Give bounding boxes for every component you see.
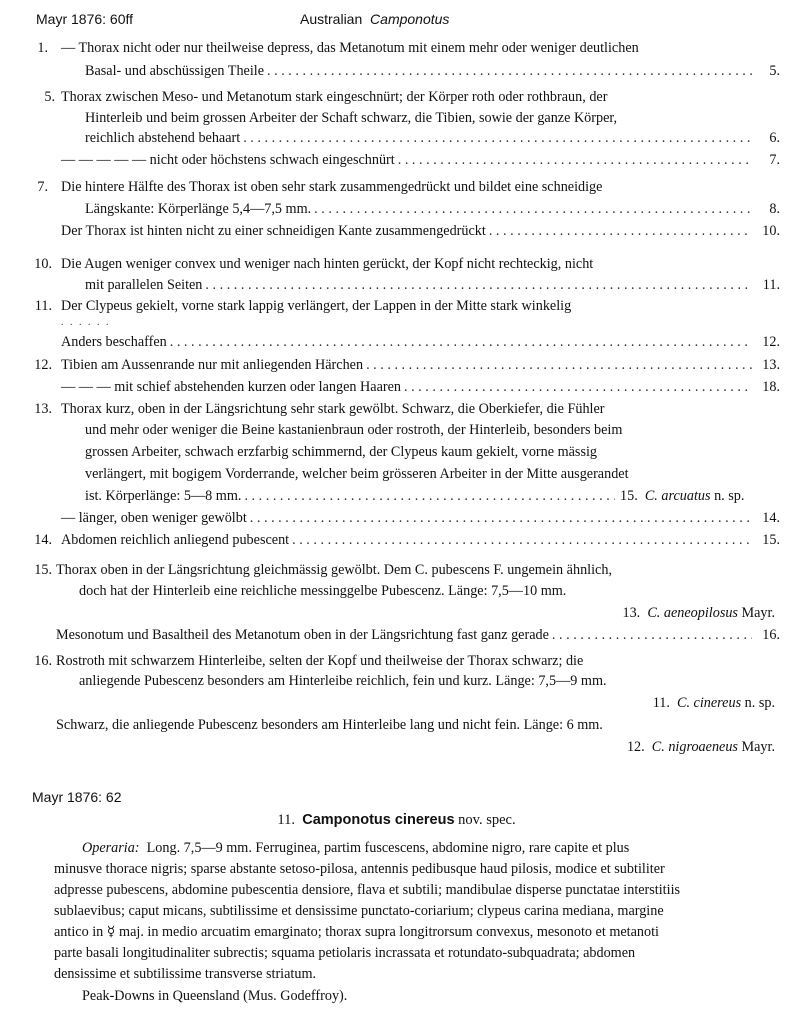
couplet-lead [85,276,752,294]
couplet-text: doch hat der Hinterleib eine reichliche messinggelbe Pubescenz. Länge: 7,5—10 mm. [79,583,567,599]
page-title [300,11,449,27]
couplet-target: 8. [769,201,780,217]
couplet-target: 5. [769,63,780,79]
species-ref-name: C. cinereus [677,695,742,711]
species-ref-number: 13. [622,605,641,621]
description-label: Operaria: [82,840,140,856]
couplet-text: Der Clypeus gekielt, vorne stark lappig verlängert, der Lappen in der Mitte stark winkelig [61,298,572,314]
couplet-text: und mehr oder weniger die Beine kastanienbraun oder rostroth, der Hinterleib, besonders beim [85,422,623,438]
couplet-number: 1. [37,40,48,56]
species-ref-number: 12. [626,739,645,755]
couplet-target: 12. [762,334,780,350]
source-citation-1: Mayr 1876: 60ff [36,11,134,27]
couplet-number: 13. [34,401,52,417]
locality: Peak-Downs in Queensland (Mus. Godeffroy). [82,988,348,1004]
source-citation-2: Mayr 1876: 62 [32,789,122,805]
couplet-text: anliegende Pubescenz besonders am Hinterleibe reichlich, fein und kurz. Länge: 7,5—9 mm. [79,673,607,689]
couplet-target: 13. [762,357,780,373]
description-line: sublaevibus; caput micans, subtilissime et densissime punctato-coriarium; clypeus carina mediana, margine [54,903,664,919]
couplet-number: 15. [34,562,52,578]
couplet-lead [85,487,615,505]
couplet-text: Mesonotum und Basaltheil des Metanotum oben in der Längsrichtung fast ganz gerade [56,627,549,643]
species-ref-author: n. sp. [744,695,775,711]
couplet-text: grossen Arbeiter, schwach erzfarbig schimmernd, der Clypeus kaum gekielt, vorne mässig [85,444,598,460]
species-number: 11. [277,812,295,828]
couplet-text: mit parallelen Seiten [85,277,203,293]
couplet-text: — — — — — nicht oder höchstens schwach eingeschnürt [61,152,395,168]
couplet-number: 16. [34,653,52,669]
couplet-lead [61,333,752,351]
couplet-target: 10. [762,223,780,239]
couplet-lead [61,509,752,527]
couplet-target: 6. [769,130,780,146]
species-status: nov. spec. [458,812,516,828]
couplet-number: 10. [34,256,52,272]
couplet-text: Längskante: Körperlänge 5,4—7,5 mm. [85,201,312,217]
couplet-lead [61,356,752,374]
couplet-number: 11. [34,298,52,314]
couplet-text: Die Augen weniger convex und weniger nach hinten gerückt, der Kopf nicht rechteckig, nicht [61,256,594,272]
couplet-text: ist. Körperlänge: 5—8 mm. [85,488,242,504]
description-line: adpresse pubescens, abdomine pubescentia densiore, flava et subtili; mandibulae disperse punctatae interstitiis [54,882,681,898]
species-ref-name: C. aeneopilosus [647,605,738,621]
species-ref [653,694,775,712]
species-heading [0,812,793,829]
species-ref [622,604,775,622]
couplet-lead [56,626,752,644]
couplet-lead [61,151,752,169]
description-line: antico in ☿ maj. in medio arcuatim emarginato; thorax supra longitrorsum convexus, mesonoto et metanoti [54,924,659,940]
couplet-text: Hinterleib und beim grossen Arbeiter der Schaft schwarz, die Tibien, sowie der ganze Körper, [85,110,618,126]
description-line: minusve thorace nigris; sparse abstante setoso-pilosa, antennis pedibusque haud pilosis, modice et subtiliter [54,861,665,877]
couplet-text: Schwarz, die anliegende Pubescenz besonders am Hinterleibe lang und nicht fein. Länge: 6 mm. [56,717,603,733]
title-plain: Australian [300,11,363,27]
couplet-text: Thorax kurz, oben in der Längsrichtung sehr stark gewölbt. Schwarz, die Oberkiefer, die Fühler [61,401,605,417]
title-italic: Camponotus [370,11,450,27]
couplet-text: — — — mit schief abstehenden kurzen oder langen Haaren [61,379,401,395]
couplet-text: — länger, oben weniger gewölbt [61,510,247,526]
couplet-target: 16. [762,627,780,643]
couplet-text: Tibien am Aussenrande nur mit anliegenden Härchen [61,357,364,373]
species-ref-author: Mayr. [741,605,775,621]
couplet-text: Abdomen reichlich anliegend pubescent [61,532,290,548]
species-ref-number: 15. [620,488,638,504]
couplet-target: 15. [762,532,780,548]
couplet-number: 14. [34,532,52,548]
couplet-lead [85,200,752,218]
description-line: densissime et subtilissime transverse striatum. [54,966,317,982]
species-ref [620,487,744,505]
couplet-text: Basal- und abschüssigen Theile [85,63,265,79]
species-ref-name: C. arcuatus [644,488,711,504]
description-line: parte basali longitudinaliter subrectis; squama petiolaris incrassata et rotundato-subquadrata; abdomen [54,945,636,961]
description-first-line [82,838,629,859]
couplet-text: Thorax zwischen Meso- und Metanotum stark eingeschnürt; der Körper roth oder rothbraun, der [61,89,608,105]
couplet-text: Die hintere Hälfte des Thorax ist oben sehr stark zusammengedrückt und bildet eine schneidige [61,179,603,195]
couplet-target: 11. [762,277,780,293]
couplet-lead [61,222,752,240]
species-ref-author: Mayr. [741,739,775,755]
couplet-text: Rostroth mit schwarzem Hinterleibe, selten der Kopf und theilweise der Thorax schwarz; die [56,653,584,669]
couplet-text: — Thorax nicht oder nur theilweise depress, das Metanotum mit einem mehr oder weniger deutlichen [61,40,639,56]
species-ref-name: C. nigroaeneus [651,739,738,755]
couplet-text: Der Thorax ist hinten nicht zu einer schneidigen Kante zusammengedrückt [61,223,486,239]
dot-leader-fragment: . . . . . . [61,317,111,328]
species-ref-author: n. sp. [714,488,745,504]
couplet-lead [85,129,752,147]
species-ref-number: 11. [652,695,670,711]
couplet-lead [61,378,752,396]
couplet-text: reichlich abstehend behaart [85,130,241,146]
couplet-number: 7. [37,179,48,195]
description-line: Long. 7,5—9 mm. Ferruginea, partim fuscescens, abdomine nigro, rare capite et plus [146,840,630,856]
couplet-lead [85,62,752,80]
couplet-text: verlängert, mit bogigem Vorderrande, welcher beim grösseren Arbeiter in der Mitte ausgerandet [85,466,629,482]
couplet-number: 12. [34,357,52,373]
couplet-text: Thorax oben in der Längsrichtung gleichmässig gewölbt. Dem C. pubescens F. ungemein ähnlich, [56,562,612,578]
couplet-target: 14. [762,510,780,526]
couplet-target: 18. [762,379,780,395]
couplet-target: 7. [769,152,780,168]
couplet-lead [61,531,752,549]
species-ref [627,738,775,756]
couplet-text: Anders beschaffen [61,334,167,350]
couplet-number: 5. [44,89,55,105]
species-name: Camponotus cinereus [302,812,455,828]
